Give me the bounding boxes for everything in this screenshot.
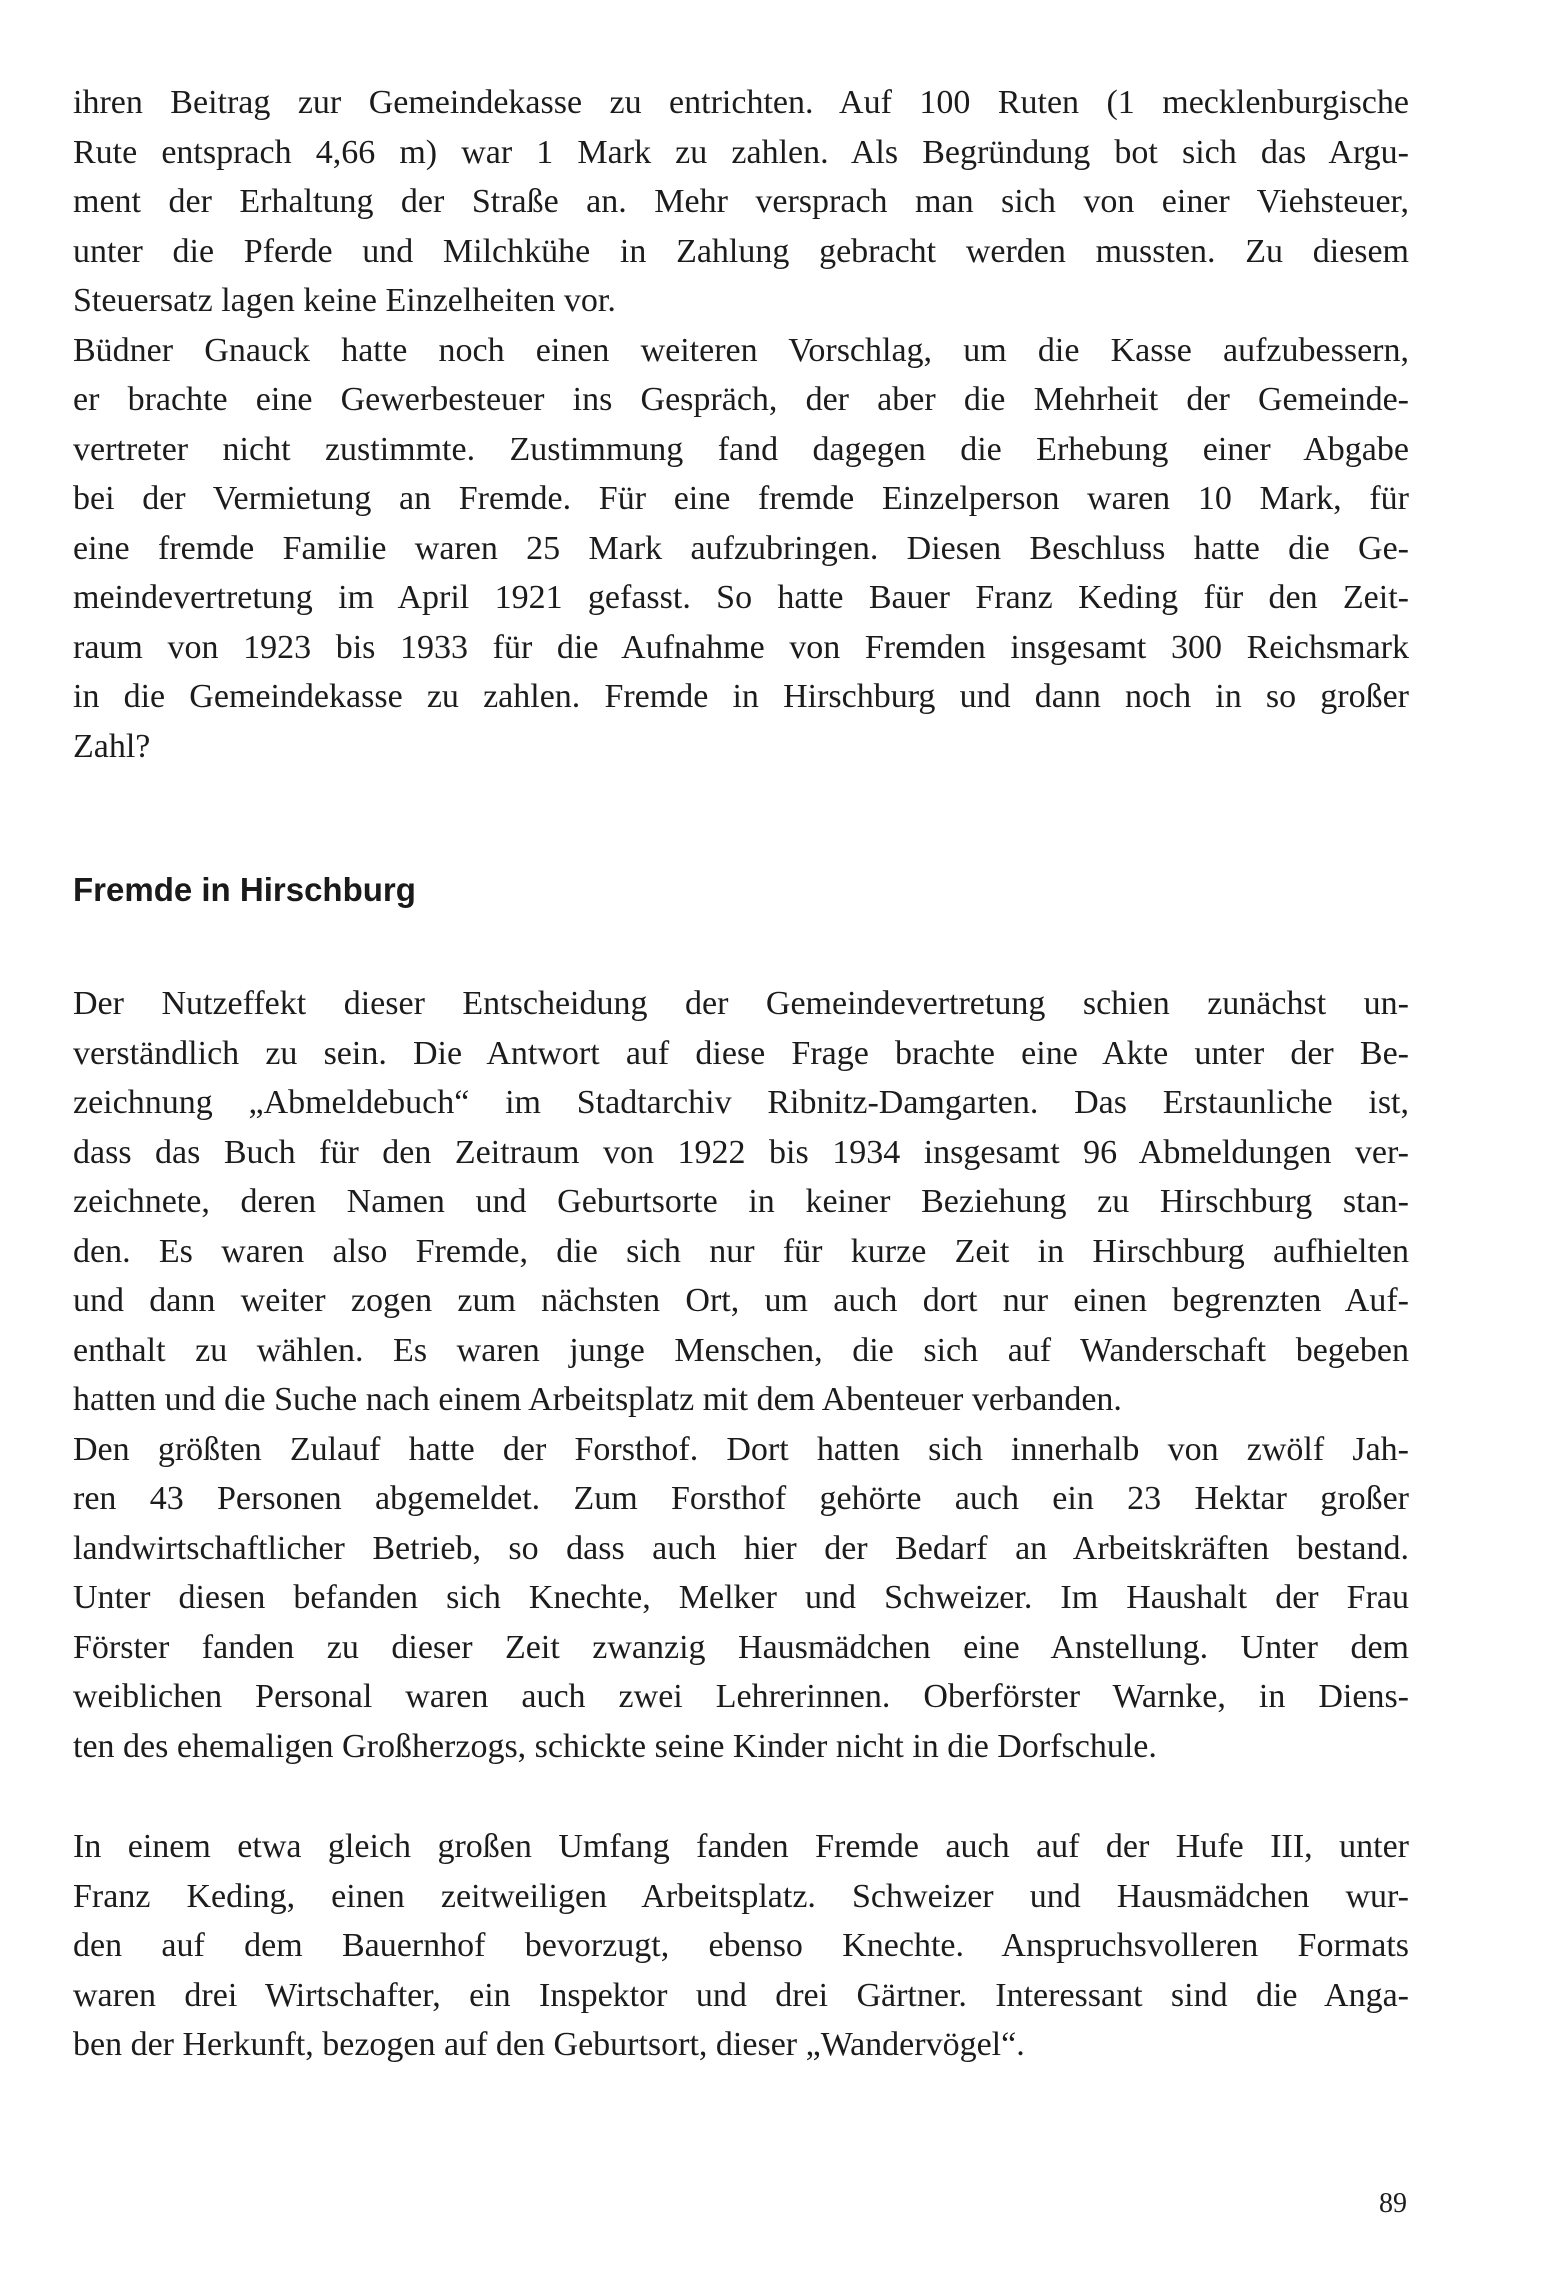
text-line: Förster fanden zu dieser Zeit zwanzig Hausmädchen eine Anstellung. Unter dem (73, 1628, 1409, 1666)
text-line: ment der Erhaltung der Straße an. Mehr versprach man sich von einer Viehsteuer, (73, 183, 1409, 220)
text-line: den. Es waren also Fremde, die sich nur für kurze Zeit in Hirschburg aufhielten (73, 1232, 1409, 1270)
text-line: landwirtschaftlicher Betrieb, so dass auch hier der Bedarf an Arbeitskräften bestand. (73, 1529, 1409, 1567)
text-line: Unter diesen befanden sich Knechte, Melker und Schweizer. Im Haushalt der Frau (73, 1579, 1409, 1616)
text-line: waren drei Wirtschafter, ein Inspektor und drei Gärtner. Interessant sind die Anga- (73, 1976, 1409, 2014)
text-line: eine fremde Familie waren 25 Mark aufzubringen. Diesen Beschluss hatte die Ge- (73, 529, 1409, 567)
paragraph-2 (73, 979, 1409, 1771)
text-line: enthalt zu wählen. Es waren junge Menschen, die sich auf Wanderschaft begeben (73, 1331, 1409, 1369)
text-line: und dann weiter zogen zum nächsten Ort, um auch dort nur einen begrenzten Auf- (73, 1282, 1409, 1319)
text-line: raum von 1923 bis 1933 für die Aufnahme von Fremden insgesamt 300 Reichsmark (73, 628, 1409, 666)
text-line: ten des ehemaligen Großherzogs, schickte seine Kinder nicht in die Dorfschule. (73, 1727, 1157, 1765)
text-line: In einem etwa gleich großen Umfang fanden Fremde auch auf der Hufe III, unter (73, 1828, 1409, 1865)
text-line: Den größten Zulauf hatte der Forsthof. Dort hatten sich innerhalb von zwölf Jah- (73, 1430, 1409, 1468)
text-line: weiblichen Personal waren auch zwei Lehrerinnen. Oberförster Warnke, in Diens- (73, 1678, 1409, 1715)
text-line: Rute entsprach 4,66 m) war 1 Mark zu zahlen. Als Begründung bot sich das Argu- (73, 133, 1409, 171)
text-line: vertreter nicht zustimmte. Zustimmung fand dagegen die Erhebung einer Abgabe (73, 430, 1409, 468)
text-line: hatten und die Suche nach einem Arbeitsplatz mit dem Abenteuer verbanden. (73, 1381, 1122, 1418)
text-line: Steuersatz lagen keine Einzelheiten vor. (73, 282, 616, 319)
text-line: verständlich zu sein. Die Antwort auf diese Frage brachte eine Akte unter der Be- (73, 1034, 1409, 1072)
text-line: Franz Keding, einen zeitweiligen Arbeitsplatz. Schweizer und Hausmädchen wur- (73, 1877, 1409, 1915)
text-line: in die Gemeindekasse zu zahlen. Fremde in Hirschburg und dann noch in so großer (73, 678, 1409, 715)
text-line: ben der Herkunft, bezogen auf den Geburtsort, dieser „Wandervögel“. (73, 2026, 1025, 2063)
text-line: ihren Beitrag zur Gemeindekasse zu entrichten. Auf 100 Ruten (1 mecklenburgische (73, 84, 1409, 121)
text-line: zeichnung „Abmeldebuch“ im Stadtarchiv Ribnitz-Damgarten. Das Erstaunliche ist, (73, 1084, 1409, 1121)
text-line: ren 43 Personen abgemeldet. Zum Forsthof gehörte auch ein 23 Hektar großer (73, 1480, 1409, 1517)
section-heading: Fremde in Hirschburg (73, 871, 416, 908)
text-line: dass das Buch für den Zeitraum von 1922 bis 1934 insgesamt 96 Abmeldungen ver- (73, 1133, 1409, 1171)
text-line: er brachte eine Gewerbesteuer ins Gespräch, der aber die Mehrheit der Gemeinde- (73, 381, 1409, 418)
text-line: bei der Vermietung an Fremde. Für eine fremde Einzelperson waren 10 Mark, für (73, 480, 1409, 517)
text-line: Der Nutzeffekt dieser Entscheidung der Gemeindevertretung schien zunächst un- (73, 985, 1409, 1022)
text-line: meindevertretung im April 1921 gefasst. So hatte Bauer Franz Keding für den Zeit- (73, 579, 1409, 616)
text-line: unter die Pferde und Milchkühe in Zahlung gebracht werden mussten. Zu diesem (73, 232, 1409, 270)
text-line: den auf dem Bauernhof bevorzugt, ebenso Knechte. Anspruchsvolleren Formats (73, 1927, 1409, 1964)
text-line: Zahl? (73, 727, 151, 765)
text-line: zeichnete, deren Namen und Geburtsorte in keiner Beziehung zu Hirschburg stan- (73, 1183, 1409, 1220)
paragraph-3 (73, 1822, 1409, 2070)
paragraph-1 (73, 78, 1409, 771)
page-number: 89 (1379, 2188, 1407, 2219)
text-line: Büdner Gnauck hatte noch einen weiteren Vorschlag, um die Kasse aufzubessern, (73, 331, 1409, 369)
